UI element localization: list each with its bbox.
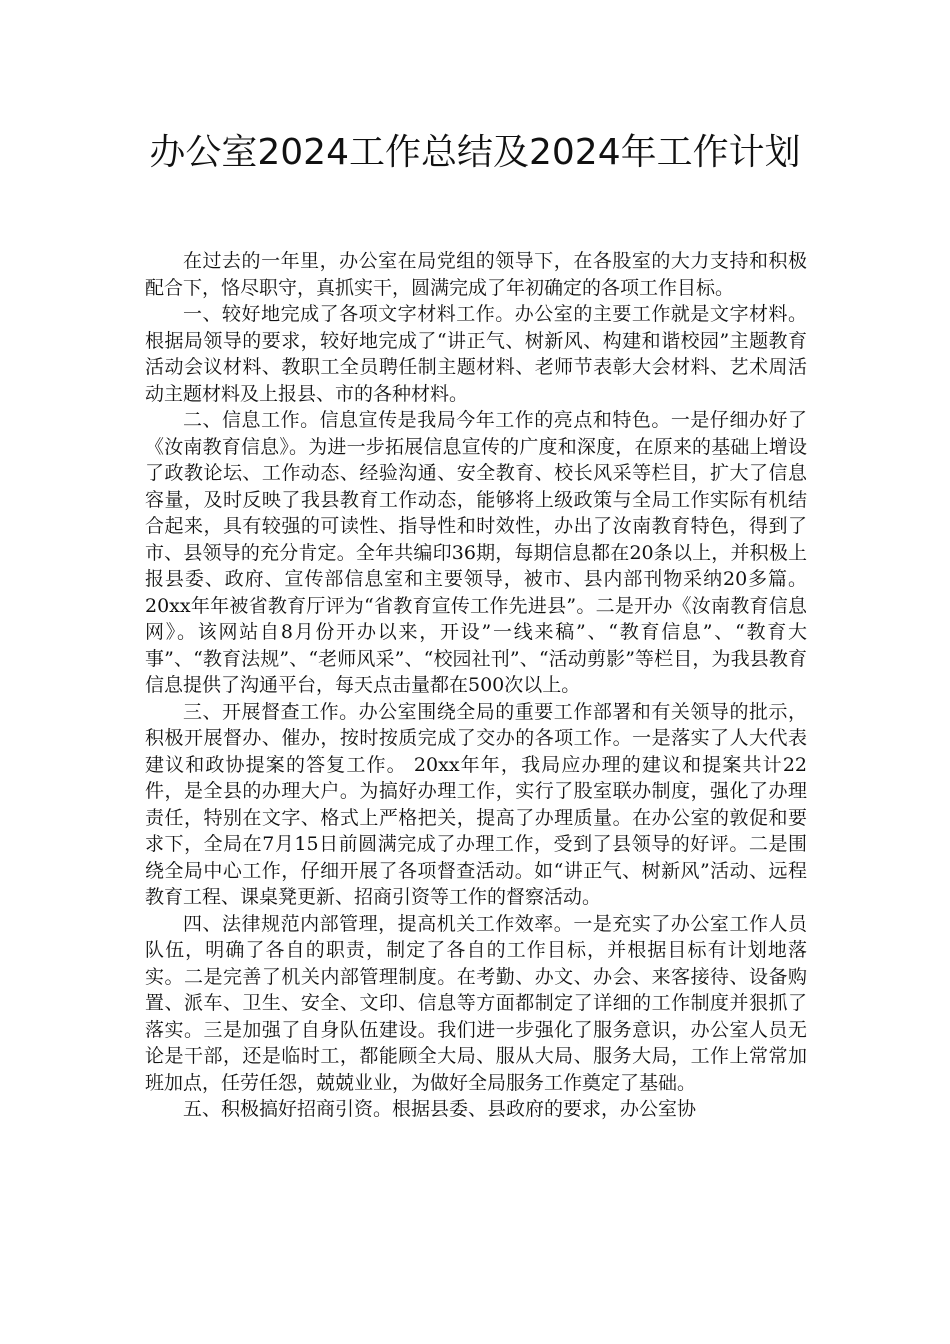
paragraph-section-1: 一、较好地完成了各项文字材料工作。办公室的主要工作就是文字材料。根据局领导的要求，较好地完成了“讲正气、树新风、构建和谐校园”主题教育活动会议材料、教职工全员聘任制主题材料、老师节表彰大会材料、艺术周活动主题材料及上报县、市的各种材料。 [145, 303, 807, 405]
document-title: 办公室2024工作总结及2024年工作计划 [149, 132, 801, 173]
paragraph-intro: 在过去的一年里，办公室在局党组的领导下，在各股室的大力支持和积极配合下，恪尽职守，真抓实干，圆满完成了年初确定的各项工作目标。 [145, 250, 807, 299]
paragraph-section-4: 四、法律规范内部管理，提高机关工作效率。一是充实了办公室工作人员队伍，明确了各自的职责，制定了各自的工作目标，并根据目标有计划地落实。二是完善了机关内部管理制度。在考勤、办文、办会、来客接待、设备购置、派车、卫生、安全、文印、信息等方面都制定了详细的工作制度并狠抓了落实。三是加强了自身队伍建设。我们进一步强化了服务意识，办公室人员无论是干部，还是临时工，都能顾全大局、服从大局、服务大局，工作上常常加班加点，任劳任怨，兢兢业业，为做好全局服务工作奠定了基础。 [145, 912, 807, 1094]
paragraph-section-2: 二、信息工作。信息宣传是我局今年工作的亮点和特色。一是仔细办好了《汝南教育信息》。为进一步拓展信息宣传的广度和深度，在原来的基础上增设了政教论坛、工作动态、经验沟通、安全教育、校长风采等栏目，扩大了信息容量，及时反映了我县教育工作动态，能够将上级政策与全局工作实际有机结合起来，具有较强的可读性、指导性和时效性，办出了汝南教育特色，得到了市、县领导的充分肯定。全年共编印36期，每期信息都在20条以上，并积极上报县委、政府、宣传部信息室和主要领导，被市、县内部刊物采纳20多篇。20xx年年被省教育厅评为“省教育宣传工作先进县”。二是开办《汝南教育信息网》。该网站自8月份开办以来，开设”一线来稿”、“教育信息”、“教育大事”、“教育法规”、“老师风采”、“校园社刊”、“活动剪影”等栏目，为我县教育信息提供了沟通平台，每天点击量都在500次以上。 [145, 409, 807, 696]
paragraph-section-5: 五、积极搞好招商引资。根据县委、县政府的要求，办公室协 [183, 1098, 697, 1120]
paragraph-section-3: 三、开展督查工作。办公室围绕全局的重要工作部署和有关领导的批示，积极开展督办、催办，按时按质完成了交办的各项工作。一是落实了人大代表建议和政协提案的答复工作。 20xx年年，我局应办理的建议和提案共计22件，是全县的办理大户。为搞好办理工作，实行了股室联办制度，强化了办理责任，特别在文字、格式上严格把关，提高了办理质量。在办公室的敦促和要求下，全局在7月15日前圆满完成了办理工作，受到了县领导的好评。二是围绕全局中心工作，仔细开展了各项督查活动。如“讲正气、树新风”活动、远程教育工程、课桌凳更新、招商引资等工作的督察活动。 [145, 700, 807, 908]
document-body [145, 248, 807, 1123]
